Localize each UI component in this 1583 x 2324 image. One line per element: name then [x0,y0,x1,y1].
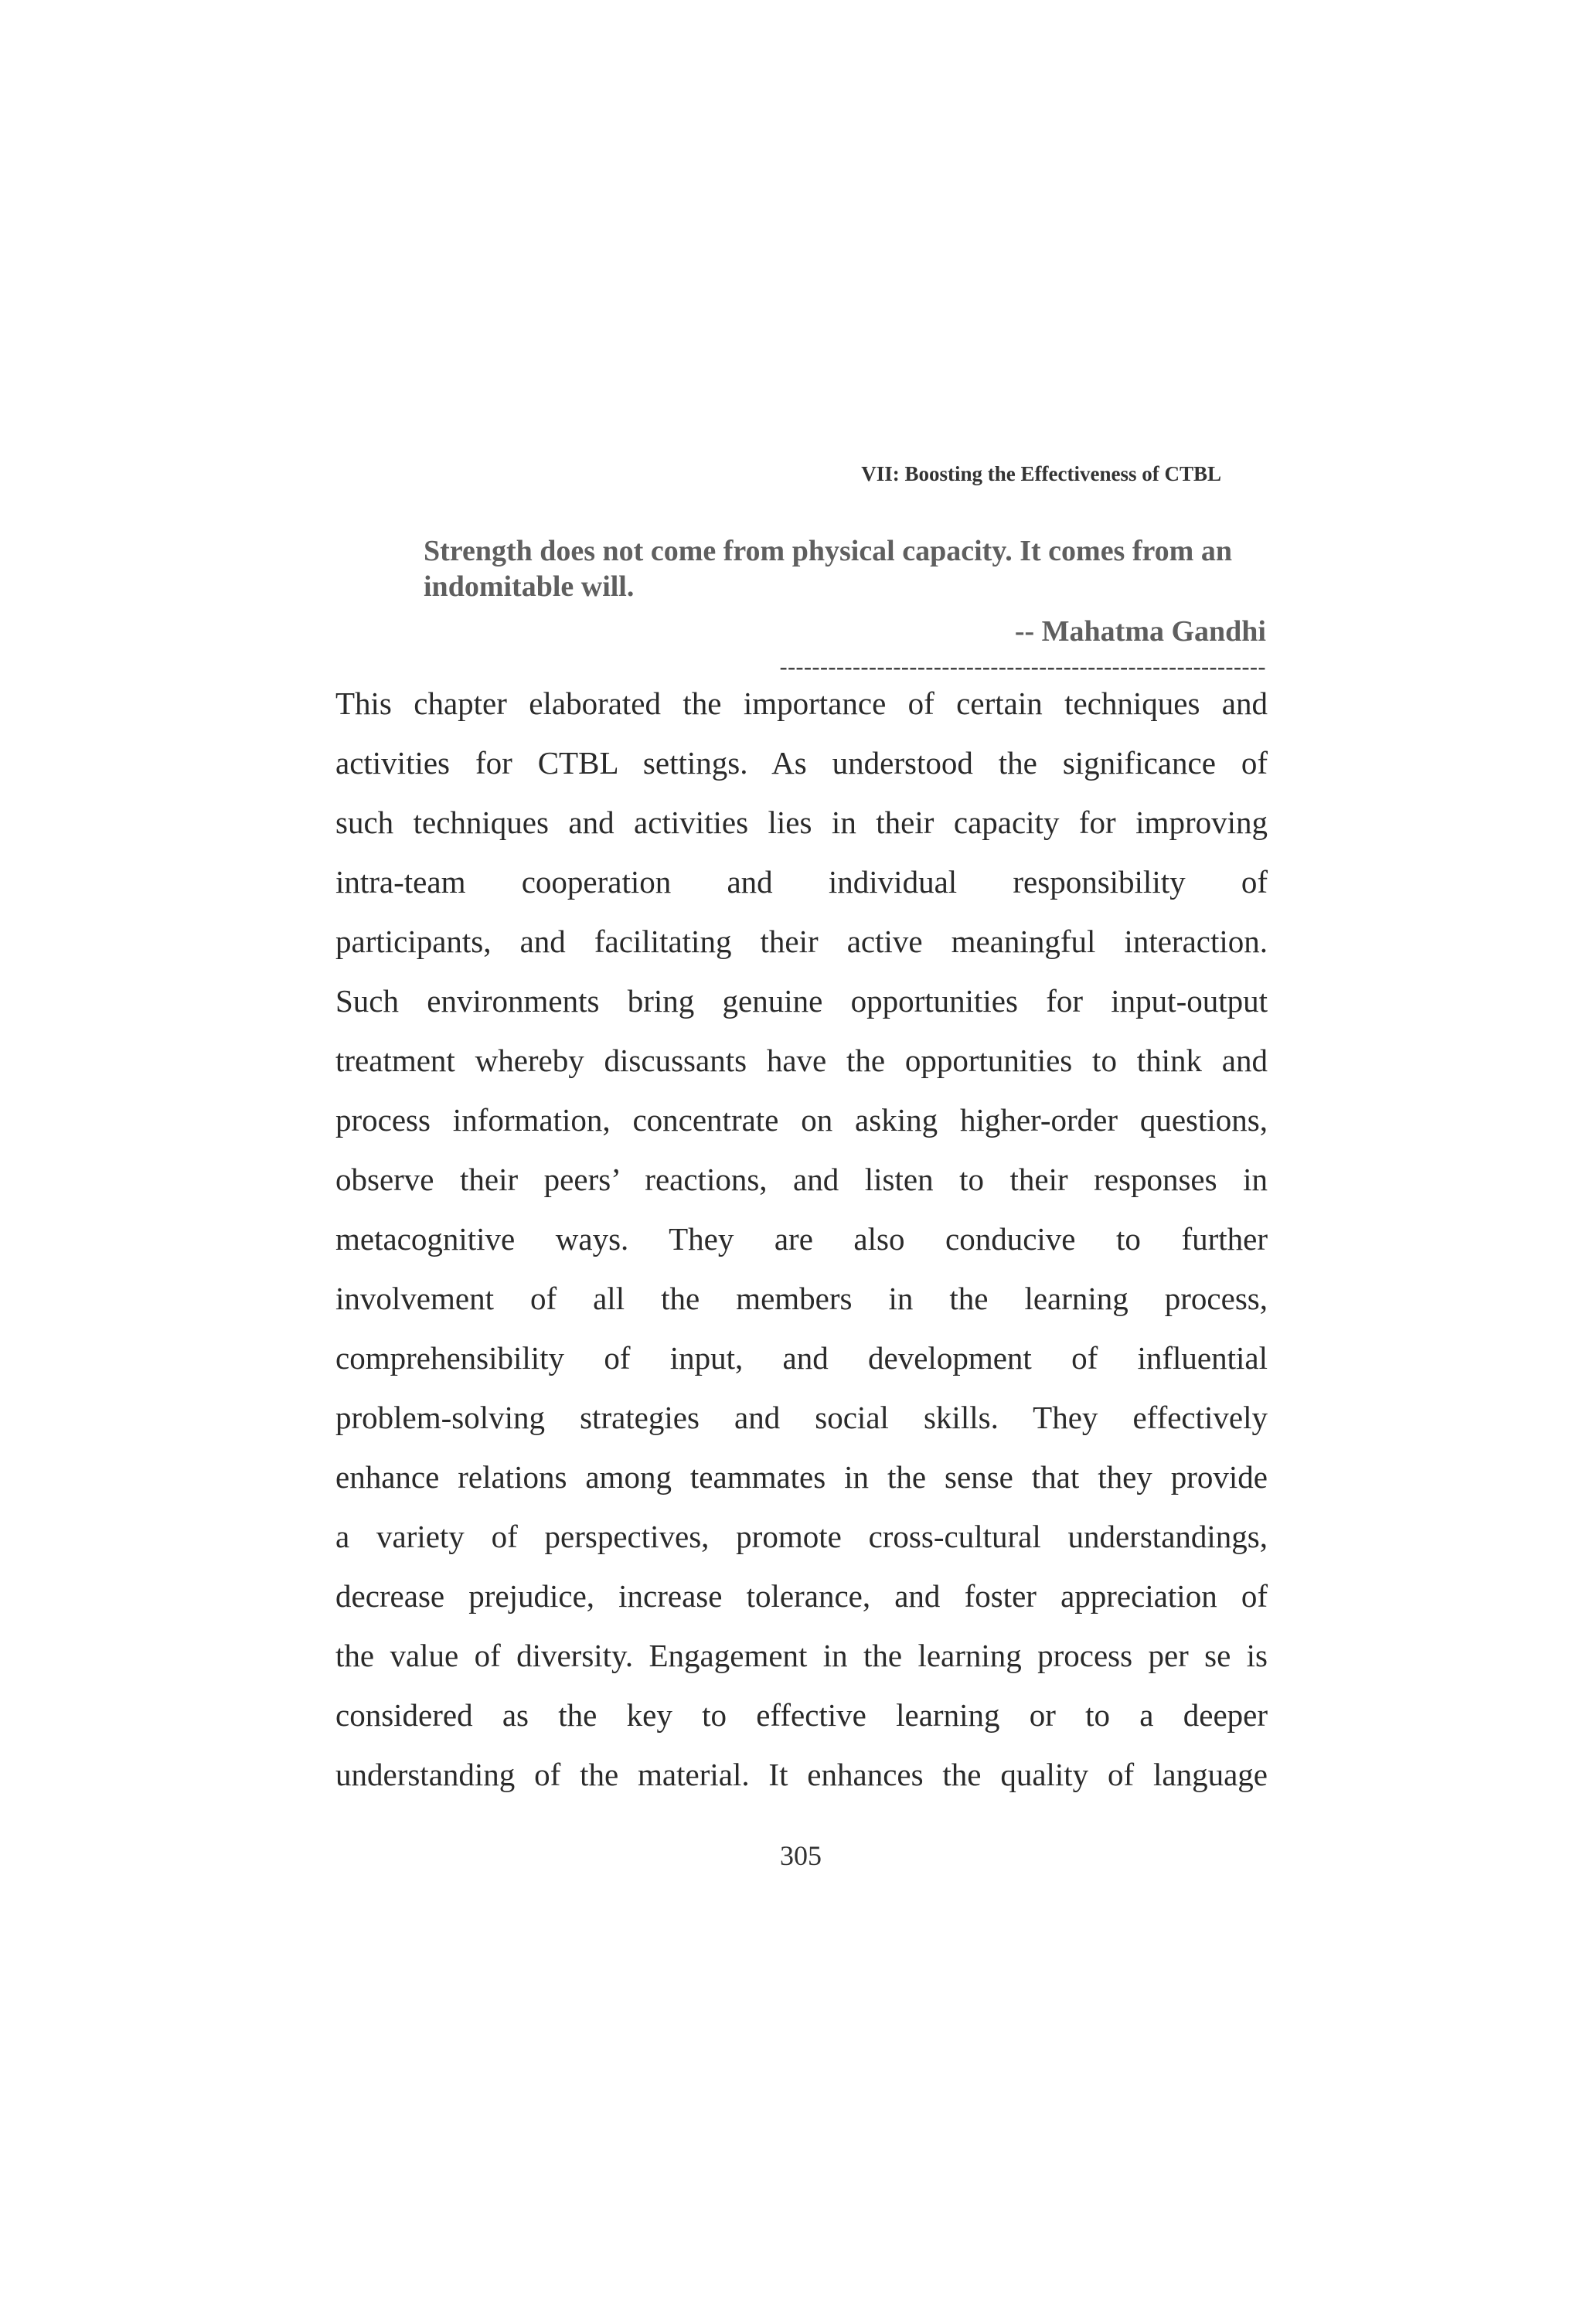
body-line: considered as the key to effective learning or to a deeper [335,1697,1268,1733]
body-line: intra-team cooperation and individual responsibility of [335,864,1268,900]
body-line: enhance relations among teammates in the sense that they provide [335,1459,1268,1495]
body-line: process information, concentrate on asking higher-order questions, [335,1102,1268,1138]
body-line: This chapter elaborated the importance of certain techniques and [335,686,1268,721]
body-line: metacognitive ways. They are also conducive to further [335,1221,1268,1257]
body-line: the value of diversity. Engagement in the learning process per se is [335,1638,1268,1673]
body-line: a variety of perspectives, promote cross-cultural understandings, [335,1519,1268,1554]
epigraph-quote: Strength does not come from physical capacity. It comes from an indomitable will. [424,535,1232,603]
body-line: understanding of the material. It enhances the quality of language [335,1757,1268,1792]
body-line: Such environments bring genuine opportunities for input-output [335,983,1268,1019]
epigraph-divider: ------------------------------------------------------------ [779,655,1266,679]
body-line: involvement of all the members in the learning process, [335,1281,1268,1316]
body-line: participants, and facilitating their active meaningful interaction. [335,924,1268,959]
body-paragraph [335,675,1268,1806]
body-line: problem-solving strategies and social skills. They effectively [335,1400,1268,1435]
body-line: decrease prejudice, increase tolerance, and foster appreciation of [335,1578,1268,1614]
body-line: treatment whereby discussants have the opportunities to think and [335,1043,1268,1078]
body-line: observe their peers’ reactions, and listen to their responses in [335,1162,1268,1197]
page-number: 305 [780,1840,822,1871]
body-line: comprehensibility of input, and development of influential [335,1340,1268,1376]
body-line: activities for CTBL settings. As understood the significance of [335,745,1268,781]
running-header: VII: Boosting the Effectiveness of CTBL [861,462,1221,485]
epigraph-attribution: -- Mahatma Gandhi [1014,615,1266,648]
body-line: such techniques and activities lies in their capacity for improving [335,805,1268,840]
